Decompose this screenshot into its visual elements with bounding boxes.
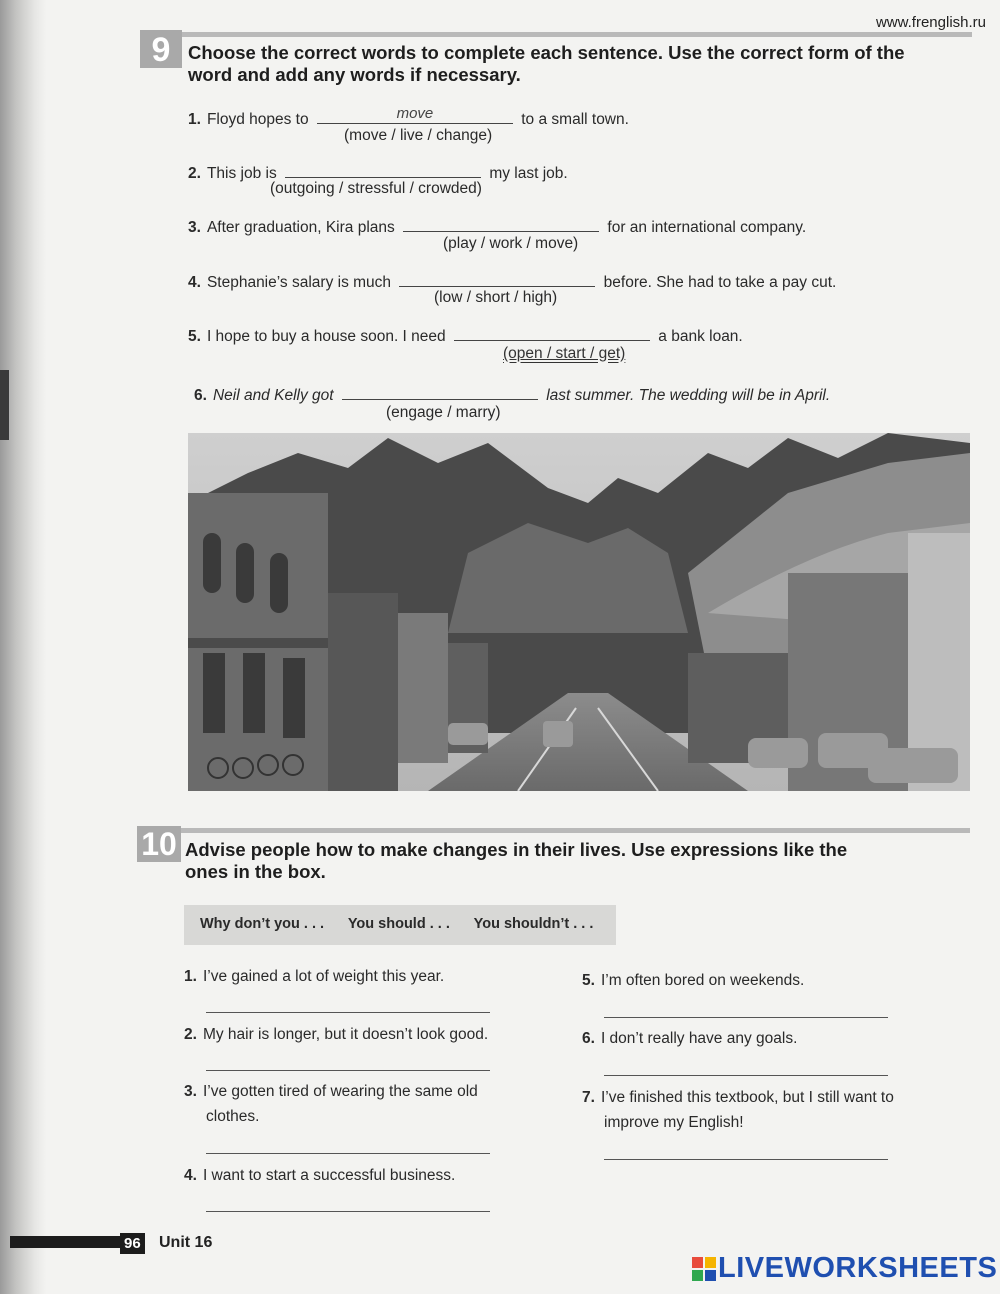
binding-mark — [0, 370, 9, 440]
ex9-item-6 — [194, 381, 830, 406]
ex9-hint-1: (move / live / change) — [344, 127, 493, 144]
item-number: 3. — [188, 219, 201, 236]
photo-illustration — [188, 433, 970, 791]
answer-line-1[interactable] — [206, 1012, 490, 1013]
ex10-item-7 — [582, 1088, 894, 1108]
ex9-hint-3: (play / work / move) — [443, 235, 579, 252]
item-text-after: before. She had to take a pay cut. — [603, 274, 837, 291]
ex10-item-3-cont: clothes. — [206, 1108, 260, 1125]
book-spine-shadow — [0, 0, 46, 1294]
exercise-9-number: 9 — [140, 30, 182, 68]
ex10-item-3 — [184, 1082, 478, 1102]
item-text: I’ve gained a lot of weight this year. — [202, 968, 445, 985]
item-text-before: After graduation, Kira plans — [206, 219, 395, 236]
ex10-item-1 — [184, 967, 444, 987]
item-text-after: for an international company. — [607, 219, 807, 236]
expressions-box — [184, 905, 616, 945]
answer-line-7[interactable] — [604, 1159, 888, 1160]
expression-you-shouldnt: You shouldn’t . . . — [473, 916, 594, 932]
ex9-hint-4: (low / short / high) — [434, 289, 558, 306]
answer-blank-2[interactable] — [285, 159, 481, 178]
answer-line-5[interactable] — [604, 1017, 888, 1018]
expression-you-should: You should . . . — [347, 916, 450, 932]
item-text-before: Floyd hopes to — [206, 111, 309, 128]
item-text-after: my last job. — [489, 165, 568, 182]
item-text: I’ve gotten tired of wearing the same old — [202, 1083, 478, 1100]
exercise-9-title — [188, 42, 905, 86]
item-text: I’ve finished this textbook, but I still want to — [600, 1089, 894, 1106]
item-text-after: a bank loan. — [658, 328, 743, 345]
ex10-item-4 — [184, 1166, 455, 1186]
liveworksheets-text: LIVEWORKSHEETS — [718, 1252, 998, 1284]
ex9-item-5 — [188, 322, 743, 347]
exercise-10-title-line2: ones in the box. — [185, 861, 326, 882]
item-number: 1. — [188, 111, 201, 128]
item-text-before: Stephanie’s salary is much — [206, 274, 392, 291]
item-text-before: Neil and Kelly got — [212, 387, 334, 404]
answer-line-6[interactable] — [604, 1075, 888, 1076]
answer-blank-3[interactable] — [403, 213, 599, 232]
answer-line-4[interactable] — [206, 1211, 490, 1212]
item-text: I want to start a successful business. — [202, 1167, 456, 1184]
exercise-10-title — [185, 839, 847, 883]
ex10-item-6 — [582, 1029, 797, 1049]
answer-blank-6[interactable] — [342, 381, 538, 400]
answer-blank-4[interactable] — [399, 268, 595, 287]
item-number: 6. — [582, 1030, 595, 1047]
item-number: 5. — [582, 972, 595, 989]
item-number: 6. — [194, 387, 207, 404]
answer-text: move — [396, 105, 434, 122]
exercise-10-number: 10 — [137, 826, 181, 862]
exercise-9-rule — [142, 32, 972, 37]
answer-blank-5[interactable] — [454, 322, 650, 341]
exercise-10-rule — [140, 828, 970, 833]
item-text: My hair is longer, but it doesn’t look good. — [202, 1026, 489, 1043]
item-number: 2. — [188, 165, 201, 182]
exercise-9-title-line1: Choose the correct words to complete each sentence. Use the correct form of the — [188, 42, 905, 63]
unit-label: Unit 16 — [159, 1234, 213, 1251]
item-number: 1. — [184, 968, 197, 985]
answer-blank-1[interactable] — [317, 105, 513, 124]
ex9-hint-6: (engage / marry) — [386, 404, 501, 421]
item-number: 7. — [582, 1089, 595, 1106]
item-text: I don’t really have any goals. — [600, 1030, 798, 1047]
liveworksheets-icon — [692, 1257, 716, 1281]
exercise-10-title-line1: Advise people how to make changes in their lives. Use expressions like the — [185, 839, 848, 860]
page-number: 96 — [120, 1233, 145, 1254]
item-number: 5. — [188, 328, 201, 345]
item-number: 3. — [184, 1083, 197, 1100]
ex9-hint-2: (outgoing / stressful / crowded) — [270, 180, 482, 197]
expression-why-dont-you: Why don’t you . . . — [200, 916, 325, 932]
ex10-item-5 — [582, 971, 804, 991]
item-text-before: This job is — [206, 165, 277, 182]
item-text-after: to a small town. — [521, 111, 629, 128]
answer-line-2[interactable] — [206, 1070, 490, 1071]
site-watermark: www.frenglish.ru — [875, 14, 986, 31]
item-number: 4. — [184, 1167, 197, 1184]
item-number: 2. — [184, 1026, 197, 1043]
town-street-photo — [188, 433, 970, 791]
item-number: 4. — [188, 274, 201, 291]
exercise-9-title-line2: word and add any words if necessary. — [188, 64, 521, 85]
footer-bar — [10, 1236, 122, 1248]
ex10-item-2 — [184, 1025, 488, 1045]
ex9-hint-5: (open / start / get) — [503, 345, 626, 362]
ex10-item-7-cont: improve my English! — [604, 1114, 744, 1131]
item-text: I’m often bored on weekends. — [600, 972, 805, 989]
item-text-after: last summer. The wedding will be in April. — [546, 387, 831, 404]
answer-line-3[interactable] — [206, 1153, 490, 1154]
item-text-before: I hope to buy a house soon. I need — [206, 328, 446, 345]
